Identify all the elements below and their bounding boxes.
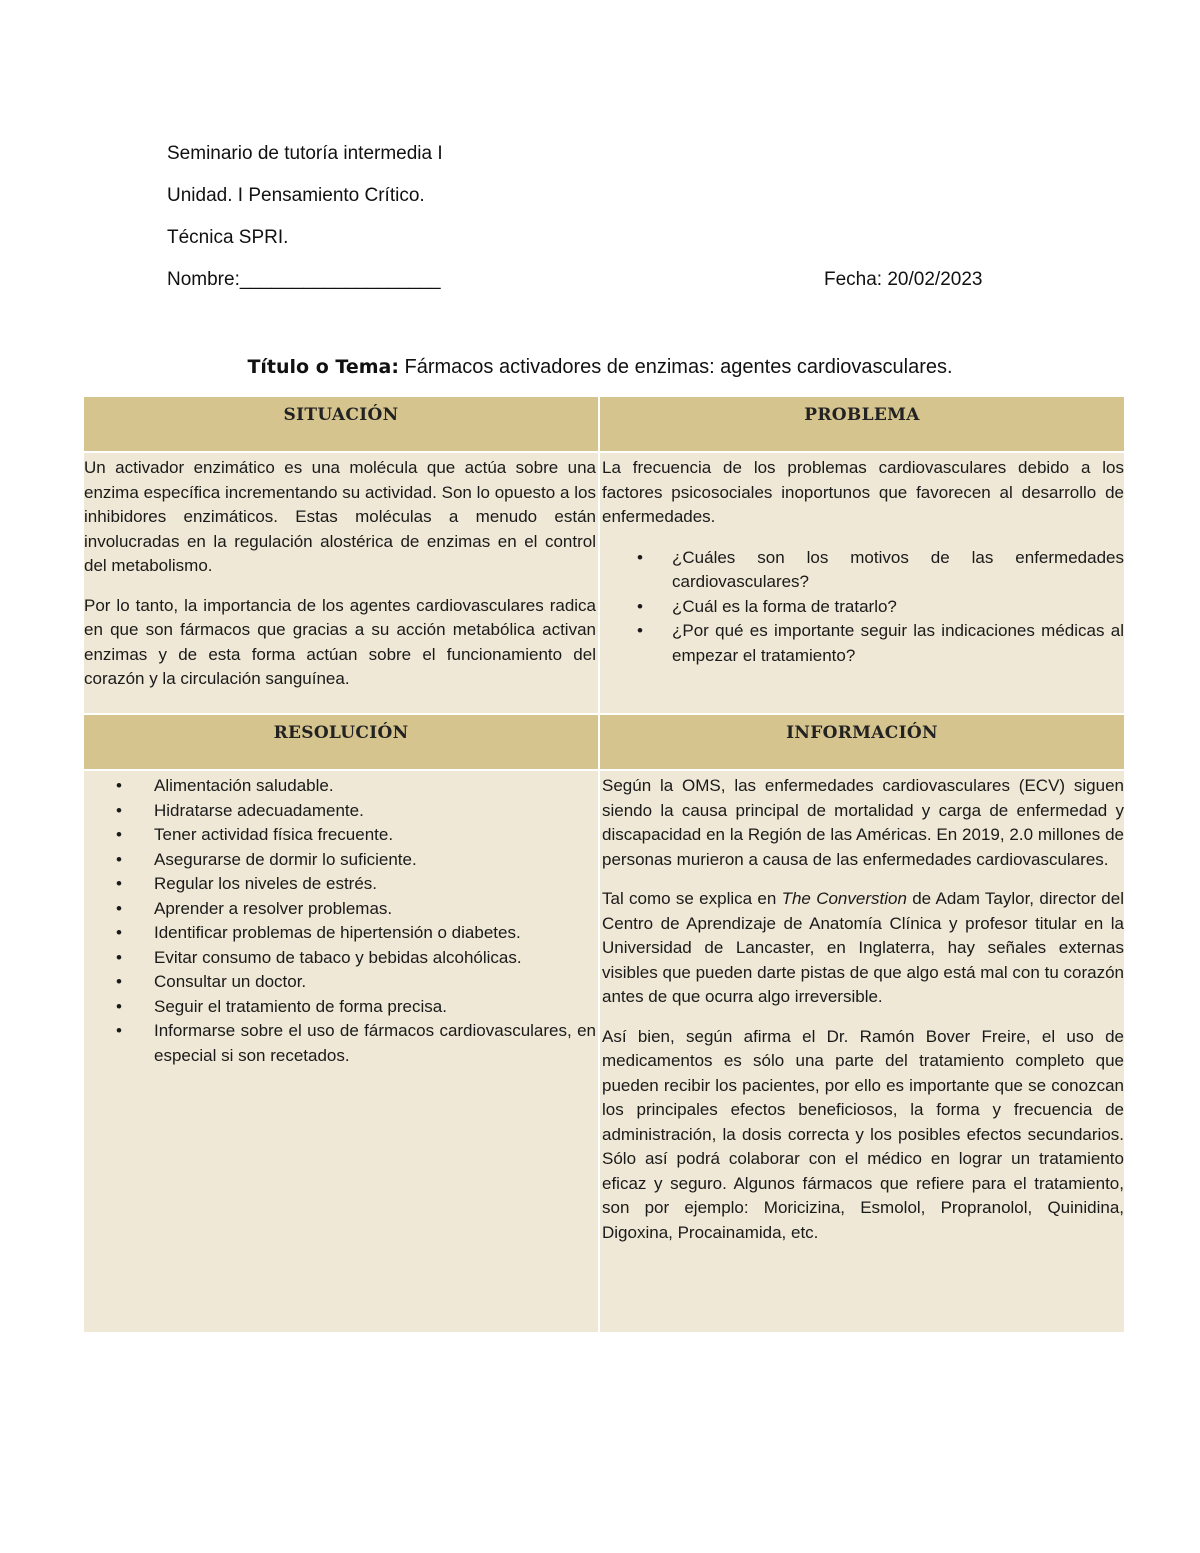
- problema-paragraph: La frecuencia de los problemas cardiovasculares debido a los factores psicosociales inoportunos que favorecen al desarrollo de enfermedades.: [602, 458, 1124, 526]
- resolucion-header: [84, 715, 598, 769]
- bullet-icon: •: [116, 1021, 122, 1040]
- list-item: • Tener actividad física frecuente.: [84, 823, 596, 848]
- bullet-icon: •: [637, 596, 643, 616]
- list-item: • Seguir el tratamiento de forma precisa.: [84, 995, 596, 1020]
- problema-heading: PROBLEMA: [804, 405, 920, 425]
- list-item: • Alimentación saludable.: [84, 774, 596, 799]
- bullet-icon: •: [116, 923, 122, 942]
- informacion-paragraph-3: Así bien, según afirma el Dr. Ramón Bover Freire, el uso de medicamentos es sólo una parte del tratamiento completo que pueden recibir los pacientes, por ello es importante que se conozcan los principales efectos beneficiosos, la forma y frecuencia de administración, la dosis correcta y los posibles efectos secundarios. Sólo así podrá colaborar con el médico en lograr un tratamiento eficaz y seguro. Algunos fármacos que refiere para el tratamiento, son por ejemplo: Moricizina, Esmolol, Propranolol, Quinidina, Digoxina, Procainamida, etc.: [602, 1026, 1124, 1242]
- list-item: • Aprender a resolver problemas.: [84, 897, 596, 922]
- title-text: Fármacos activadores de enzimas: agentes cardiovasculares.: [398, 356, 953, 378]
- bullet-icon: •: [116, 898, 122, 918]
- list-item: • Hidratarse adecuadamente.: [84, 799, 596, 824]
- informacion-paragraph-1: Según la OMS, las enfermedades cardiovasculares (ECV) siguen siendo la causa principal de mortalidad y carga de enfermedad y discapacidad en la Región de las Américas. En 2019, 2.0 millones de personas murieron a causa de las enfermedades cardiovasculares.: [602, 776, 1124, 869]
- technique-title: Técnica SPRI.: [167, 227, 289, 248]
- problema-header: [600, 397, 1124, 451]
- bullet-icon: •: [637, 621, 643, 640]
- list-item: • Regular los niveles de estrés.: [84, 872, 596, 897]
- bullet-icon: •: [116, 996, 122, 1016]
- list-item: • ¿Por qué es importante seguir las indicaciones médicas al empezar el tratamiento?: [637, 621, 1124, 665]
- problema-questions: [602, 546, 1124, 669]
- list-item: • ¿Cuál es la forma de tratarlo?: [602, 595, 1124, 620]
- bullet-icon: •: [116, 800, 122, 820]
- list-item: • Consultar un doctor.: [84, 970, 596, 995]
- informacion-header: [600, 715, 1124, 769]
- informacion-paragraph-2: Tal como se explica en The Converstion de Adam Taylor, director del Centro de Aprendizaje de Anatomía Clínica y profesor titular en la Universidad de Lancaster, en Inglaterra, hay señales externas visibles que pueden darte pistas de que algo está mal con tu corazón antes de que ocurra algo irreversible.: [602, 889, 1124, 1006]
- resolucion-cell: [84, 771, 598, 1332]
- bullet-icon: •: [116, 947, 122, 967]
- date-field: Fecha: 20/02/2023: [824, 269, 983, 290]
- informacion-heading: INFORMACIÓN: [786, 723, 938, 743]
- problema-cell: [600, 453, 1124, 713]
- bullet-icon: •: [637, 547, 643, 567]
- list-item: • Identificar problemas de hipertensión o diabetes.: [84, 921, 596, 946]
- bullet-icon: •: [116, 776, 122, 795]
- resolucion-heading: RESOLUCIÓN: [273, 723, 409, 743]
- situacion-cell: [84, 453, 598, 713]
- bullet-icon: •: [116, 849, 122, 869]
- list-item: • Evitar consumo de tabaco y bebidas alcohólicas.: [84, 946, 596, 971]
- name-field: Nombre:___________________: [167, 269, 441, 290]
- situacion-paragraph-2: Por lo tanto, la importancia de los agentes cardiovasculares radica en que son fármacos que gracias a su acción metabólica activan enzimas y de esta forma actúan sobre el funcionamiento del corazón y la circulación sanguínea.: [84, 595, 596, 688]
- title-label: Título o Tema:: [247, 356, 399, 378]
- situacion-paragraph-1: Un activador enzimático es una molécula que actúa sobre una enzima específica incrementando su actividad. Son lo opuesto a los inhibidores enzimáticos. Estas moléculas a menudo están involucradas en la regulación alostérica de enzimas en el control del metabolismo.: [84, 458, 596, 575]
- informacion-cell: [600, 771, 1124, 1332]
- bullet-icon: •: [116, 825, 122, 844]
- situacion-heading: SITUACIÓN: [283, 405, 399, 425]
- unit-title: Unidad. I Pensamiento Crítico.: [167, 185, 425, 206]
- spri-table: [84, 397, 1124, 1330]
- source-title: The Converstion: [781, 889, 907, 908]
- resolucion-list: [84, 774, 596, 1068]
- list-item: • Asegurarse de dormir lo suficiente.: [84, 848, 596, 873]
- list-item: • Informarse sobre el uso de fármacos cardiovasculares, en especial si son recetados.: [116, 1021, 596, 1065]
- bullet-icon: •: [116, 874, 122, 893]
- course-title: Seminario de tutoría intermedia I: [167, 143, 443, 164]
- document-title: [0, 354, 1200, 380]
- situacion-header: [84, 397, 598, 451]
- bullet-icon: •: [116, 972, 122, 991]
- list-item: • ¿Cuáles son los motivos de las enfermedades cardiovasculares?: [637, 547, 1124, 591]
